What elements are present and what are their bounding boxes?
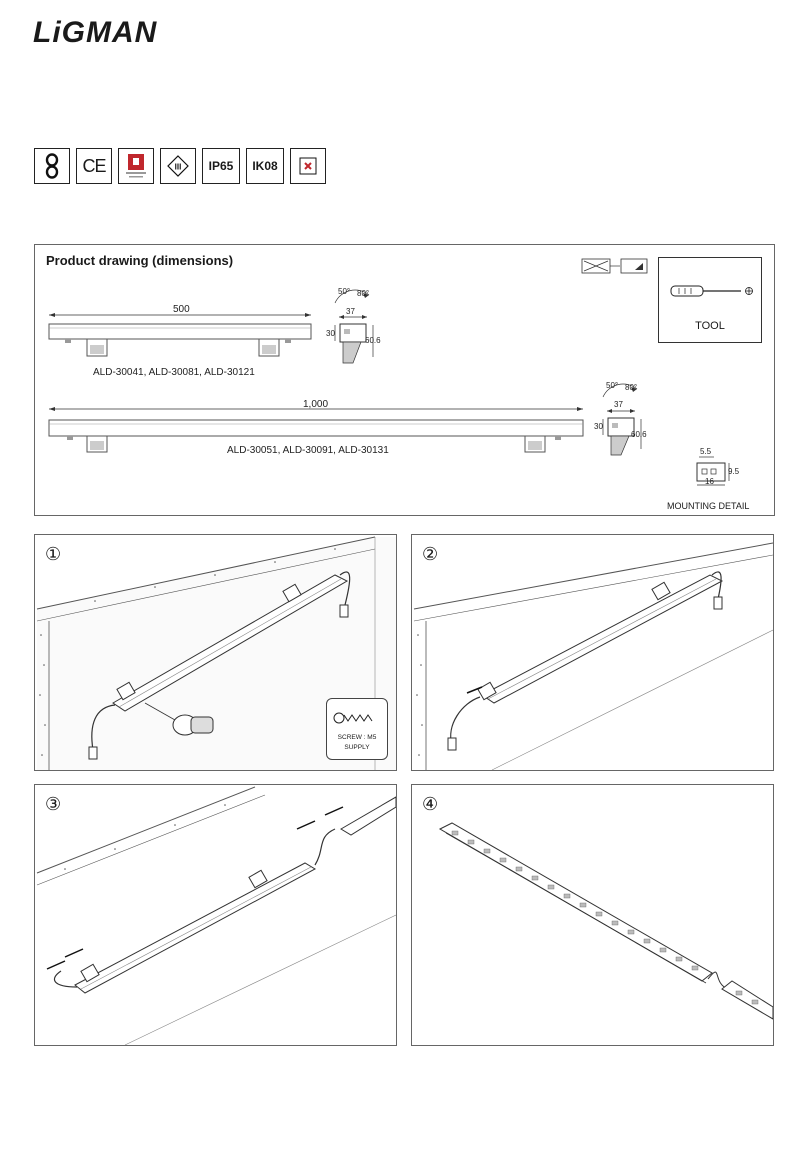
dimmable-chain-icon (34, 148, 70, 184)
svg-text:III: III (174, 162, 182, 172)
product-drawing-panel (34, 244, 775, 516)
long-length-label: 1,000 (303, 399, 329, 410)
long-depth-label: 60.6 (631, 430, 647, 439)
long-height-label: 30 (594, 422, 603, 431)
short-length-label: 500 (173, 304, 190, 315)
short-end-view-drawing (335, 290, 373, 363)
class-iii-icon (160, 148, 196, 184)
mount-a-label: 5.5 (700, 447, 712, 456)
long-width-label: 37 (614, 400, 623, 409)
short-luminaire-drawing (49, 313, 311, 356)
short-models-label: ALD-30041, ALD-30081, ALD-30121 (93, 367, 255, 378)
ip-rating-icon: IP65 (202, 148, 240, 184)
short-angle-a-label: 50° (338, 287, 351, 296)
wiring-symbol-icon (582, 259, 647, 273)
screw-callout (326, 698, 388, 760)
short-width-label: 37 (346, 307, 355, 316)
short-angle-b-label: 80° (357, 289, 370, 298)
short-depth-label: 60.6 (365, 336, 381, 345)
supply-label: SUPPLY (344, 744, 370, 751)
screw-icon (332, 707, 382, 729)
no-cover-icon (290, 148, 326, 184)
screw-label: SCREW : M5 (337, 734, 377, 741)
step-3-number: ③ (45, 794, 62, 814)
step-2-illustration (412, 535, 773, 770)
step-3-illustration (35, 785, 396, 1045)
short-height-label: 30 (326, 329, 335, 338)
drawing-title: Product drawing (dimensions) (46, 253, 234, 268)
certification-row (34, 148, 326, 188)
step-3-panel (34, 784, 397, 1046)
ik-rating-icon: IK08 (246, 148, 284, 184)
step-4-panel (411, 784, 774, 1046)
step-4-illustration (412, 785, 773, 1045)
tool-label: TOOL (695, 320, 725, 332)
long-angle-b-label: 80° (625, 383, 638, 392)
long-end-view-drawing (603, 384, 641, 455)
mounting-detail-label: MOUNTING DETAIL (667, 501, 750, 511)
mount-b-label: 16 (705, 477, 714, 486)
quality-mark-icon (118, 148, 154, 184)
step-1-number: ① (45, 544, 62, 564)
step-4-number: ④ (422, 794, 439, 814)
long-models-label: ALD-30051, ALD-30091, ALD-30131 (227, 445, 389, 456)
step-1-panel (34, 534, 397, 771)
mount-c-label: 9.5 (728, 467, 740, 476)
step-2-number: ② (422, 544, 439, 564)
tool-box (658, 257, 762, 343)
ce-mark-icon: CE (76, 148, 112, 184)
screwdriver-icon (669, 282, 759, 302)
long-angle-a-label: 50° (606, 381, 619, 390)
step-2-panel (411, 534, 774, 771)
brand-logo: LiGMAN (33, 16, 158, 49)
